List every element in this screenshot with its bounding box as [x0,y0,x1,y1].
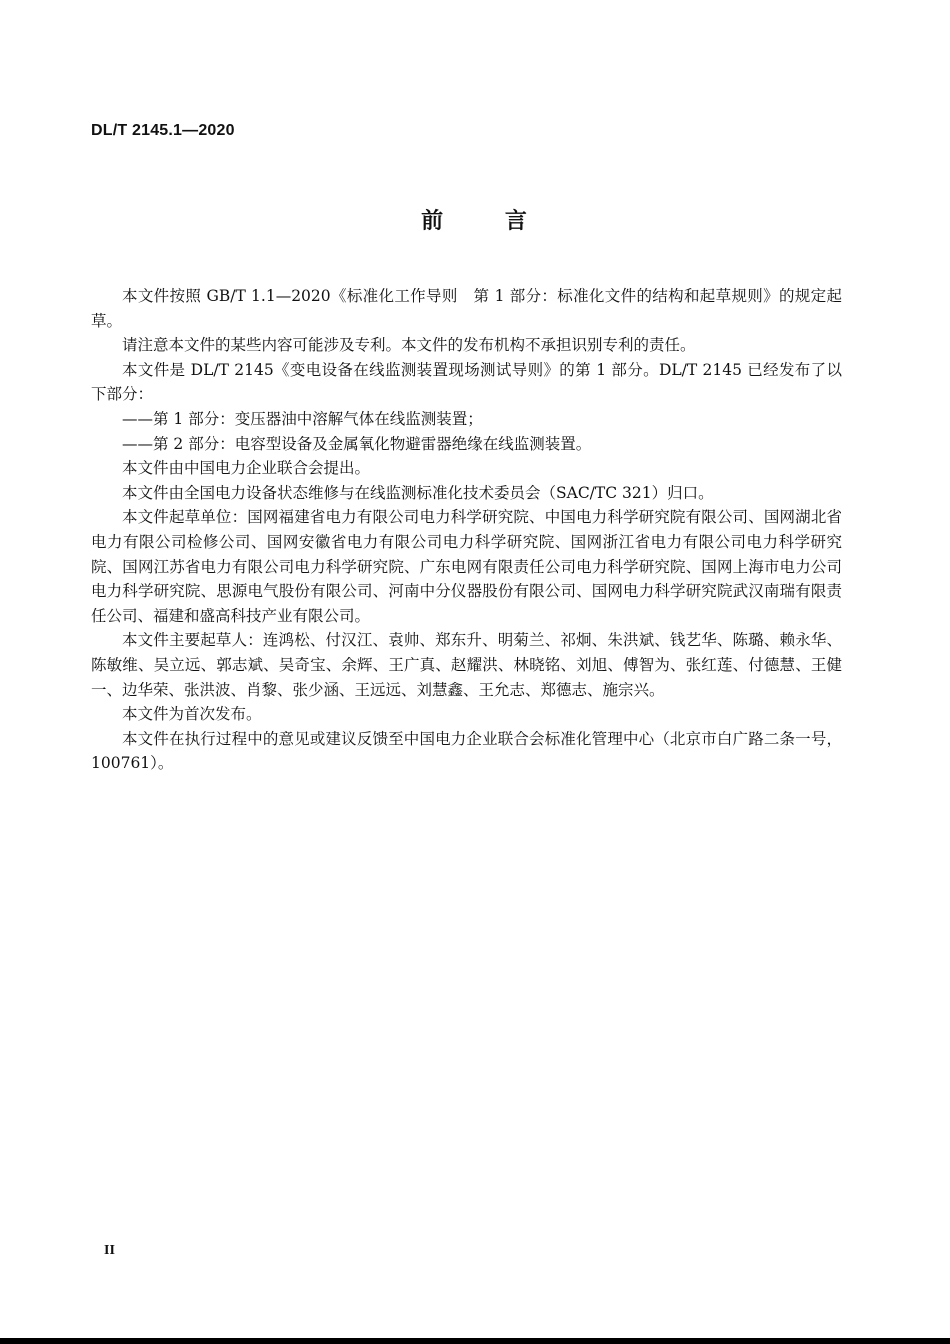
paragraph-first-release: 本文件为首次发布。 [122,705,262,724]
paragraph-drafting-rules: 本文件按照 GB/T 1.1—2020《标准化工作导则 第 1 部分：标准化文件的结构和起草规则》的规定起草。 [91,287,842,330]
paragraph-drafters: 本文件主要起草人：连鸿松、付汉江、袁帅、郑东升、明菊兰、祁炯、朱洪斌、钱艺华、陈璐、赖永华、陈敏维、吴立远、郭志斌、吴奇宝、余辉、王广真、赵耀洪、林晓铭、刘旭、傅智为、张红莲、付德慧、王健一、边华荣、张洪波、肖黎、张少涵、王远远、刘慧鑫、王允志、郑德志、施宗兴。 [91,631,842,699]
page-number: II [104,1243,115,1258]
paragraph-feedback: 本文件在执行过程中的意见或建议反馈至中国电力企业联合会标准化管理中心（北京市白广路二条一号，100761）。 [91,729,842,773]
list-item-part-2: ——第 2 部分：电容型设备及金属氧化物避雷器绝缘在线监测装置。 [122,434,592,453]
paragraph-proposed-by: 本文件由中国电力企业联合会提出。 [122,459,371,478]
list-item-part-1: ——第 1 部分：变压器油中溶解气体在线监测装置； [122,409,483,428]
paragraph-patent-notice: 请注意本文件的某些内容可能涉及专利。本文件的发布机构不承担识别专利的责任。 [122,336,696,355]
page-title: 前 言 [421,209,529,234]
standard-number: DL/T 2145.1—2020 [91,122,235,139]
paragraph-series-info: 本文件是 DL/T 2145《变电设备在线监测装置现场测试导则》的第 1 部分。DL/T 2145 已经发布了以下部分： [91,360,842,404]
bottom-edge-rule [0,1338,950,1344]
preface-body [91,284,842,776]
paragraph-centralized-by: 本文件由全国电力设备状态维修与在线监测标准化技术委员会（SAC/TC 321）归口。 [122,483,714,502]
paragraph-drafting-units: 本文件起草单位：国网福建省电力有限公司电力科学研究院、中国电力科学研究院有限公司、国网湖北省电力有限公司检修公司、国网安徽省电力有限公司电力科学研究院、国网浙江省电力有限公司电力科学研究院、国网江苏省电力有限公司电力科学研究院、广东电网有限责任公司电力科学研究院、国网上海市电力公司电力科学研究院、思源电气股份有限公司、河南中分仪器股份有限公司、国网电力科学研究院武汉南瑞有限责任公司、福建和盛高科技产业有限公司。 [91,508,842,625]
